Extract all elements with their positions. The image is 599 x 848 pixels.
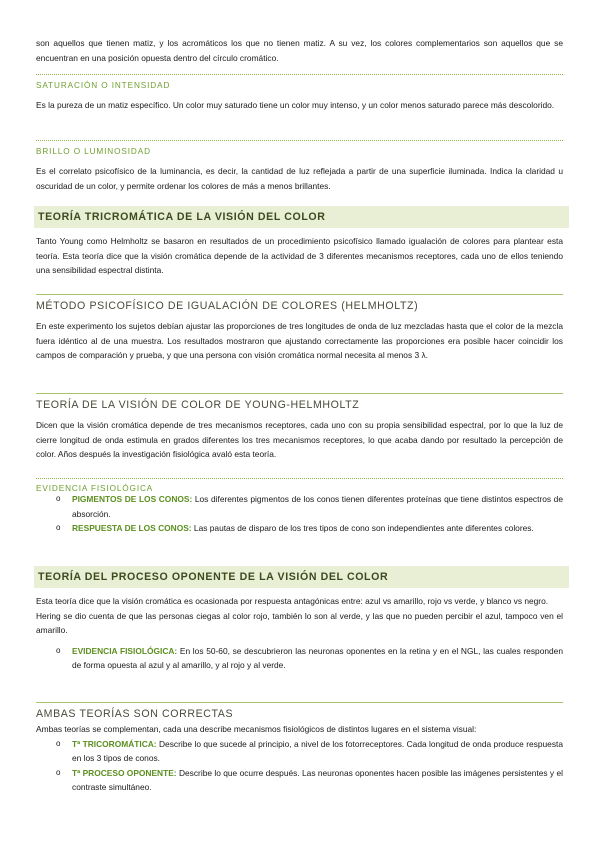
ambas-list: [56, 737, 563, 795]
intro-block: [36, 36, 563, 65]
list-item: [56, 521, 563, 536]
oponente-section: [36, 566, 563, 673]
divider: [36, 294, 563, 295]
brillo-heading: BRILLO O LUMINOSIDAD: [36, 147, 151, 156]
item-label: Tª TRICOROMÁTICA:: [72, 738, 157, 749]
young-heading: TEORÍA DE LA VISIÓN DE COLOR DE YOUNG-HELMHOLTZ: [36, 399, 360, 411]
saturacion-section: [36, 80, 563, 113]
divider: [36, 478, 563, 479]
item-label: EVIDENCIA FISIOLÓGICA:: [72, 645, 178, 656]
item-label: RESPUESTA DE LOS CONOS:: [72, 523, 192, 534]
bullet-icon: o: [56, 767, 61, 777]
oponente-list: [56, 644, 563, 673]
list-item: [56, 492, 563, 521]
evidencia-list: [56, 492, 563, 536]
bullet-icon: o: [56, 738, 61, 748]
item-text: En los 50-60, se descubrieron las neuronas oponentes en la retina y en el NGL, las cuales responden de forma opuesta al azul y al amarillo, y al rojo y al verde.: [72, 645, 563, 671]
young-section: [36, 398, 563, 462]
saturacion-paragraph: Es la pureza de un matiz específico. Un color muy saturado tiene un color muy intenso, y un color menos saturado parece más descolorido.: [36, 100, 555, 110]
metodo-heading: MÉTODO PSICOFÍSICO DE IGUALACIÓN DE COLORES (HELMHOLTZ): [36, 300, 419, 312]
divider: [36, 74, 563, 75]
metodo-section: [36, 299, 563, 363]
divider: [36, 140, 563, 141]
divider: [36, 702, 563, 703]
item-text: Los diferentes pigmentos de los conos tienen diferentes proteínas que tiene distintos espectros de absorción.: [72, 494, 563, 519]
evidencia-section: [36, 483, 563, 536]
divider: [36, 393, 563, 394]
bullet-icon: o: [56, 645, 61, 655]
item-text: Las pautas de disparo de los tres tipos de cono son independientes ante diferentes colores.: [191, 523, 534, 534]
evidencia-heading: EVIDENCIA FISIOLÓGICA: [36, 484, 154, 493]
item-label: PIGMENTOS DE LOS CONOS:: [72, 494, 193, 504]
tricromatica-section: [36, 206, 563, 278]
oponente-paragraph-1: Esta teoría dice que la visión cromática es ocasionada por respuesta antagónicas entre: azul vs amarillo, rojo vs verde, y blanco vs negro.: [36, 596, 549, 606]
item-text: Describe lo que sucede al principio, a nivel de los fotorreceptores. Cada longitud de onda produce respuesta en los 3 tipos de conos.: [72, 738, 563, 764]
list-item: [56, 766, 563, 795]
young-paragraph: Dicen que la visión cromática depende de tres mecanismos receptores, cada uno con su propia sensibilidad espectral, por lo que la luz de cierre longitud de onda estimula en grados diferentes los tres mecanismos receptores, lo que acaba dando por resultado la percepción de color. Años después la investigación fisiológica avaló esta teoría.: [36, 420, 563, 460]
tricromatica-heading: TEORÍA TRICROMÁTICA DE LA VISIÓN DEL COLOR: [34, 206, 569, 228]
tricromatica-paragraph: Tanto Young como Helmholtz se basaron en resultados de un procedimiento psicofísico llamado igualación de colores para plantear esta teoría. Esta teoría dice que la visión cromática depende de la actividad de 3 diferentes mecanismos receptores, cada uno de ellos teniendo una sensibilidad espectral distinta.: [36, 236, 563, 276]
ambas-heading: AMBAS TEORÍAS SON CORRECTAS: [36, 708, 234, 720]
intro-paragraph: son aquellos que tienen matiz, y los acromáticos los que no tienen matiz. A su vez, los colores complementarios son aquellos que se encuentran en una posición opuesta dentro del círculo cromático.: [36, 38, 563, 63]
brillo-paragraph: Es el correlato psicofísico de la luminancia, es decir, la cantidad de luz reflejada a partir de una superficie iluminada. Indica la claridad u oscuridad de un color, y permite ordenar los colores de más a menos brillantes.: [36, 166, 563, 191]
metodo-paragraph: En este experimento los sujetos debían ajustar las proporciones de tres longitudes de onda de luz mezcladas hasta que el color de la mezcla fuera idéntico al de una muestra. Los resultados mostraron que ajustando correctamente las proporciones era posible hacer coincidir los campos de comparación y prueba, y que una persona con visión cromática normal necesita al menos 3 λ.: [36, 321, 563, 361]
oponente-heading: TEORÍA DEL PROCESO OPONENTE DE LA VISIÓN DEL COLOR: [34, 566, 569, 588]
item-text: Describe lo que ocurre después. Las neuronas oponentes hacen posible las imágenes persistentes y el contraste simultáneo.: [72, 767, 563, 793]
bullet-icon: o: [56, 494, 61, 503]
item-label: Tª PROCESO OPONENTE:: [72, 767, 177, 778]
ambas-section: [36, 707, 563, 795]
list-item: [56, 737, 563, 766]
bullet-icon: o: [56, 523, 61, 533]
brillo-section: [36, 146, 563, 193]
ambas-paragraph: Ambas teorías se complementan, cada una describe mecanismos fisiológicos de distintos lugares en el sistema visual:: [36, 724, 477, 734]
saturacion-heading: SATURACIÓN O INTENSIDAD: [36, 81, 171, 90]
list-item: [56, 644, 563, 673]
oponente-paragraph-2: Hering se dio cuenta de que las personas ciegas al color rojo, también lo son al verde, y las que no pueden percibir el azul, tampoco ven el amarillo.: [36, 610, 563, 636]
